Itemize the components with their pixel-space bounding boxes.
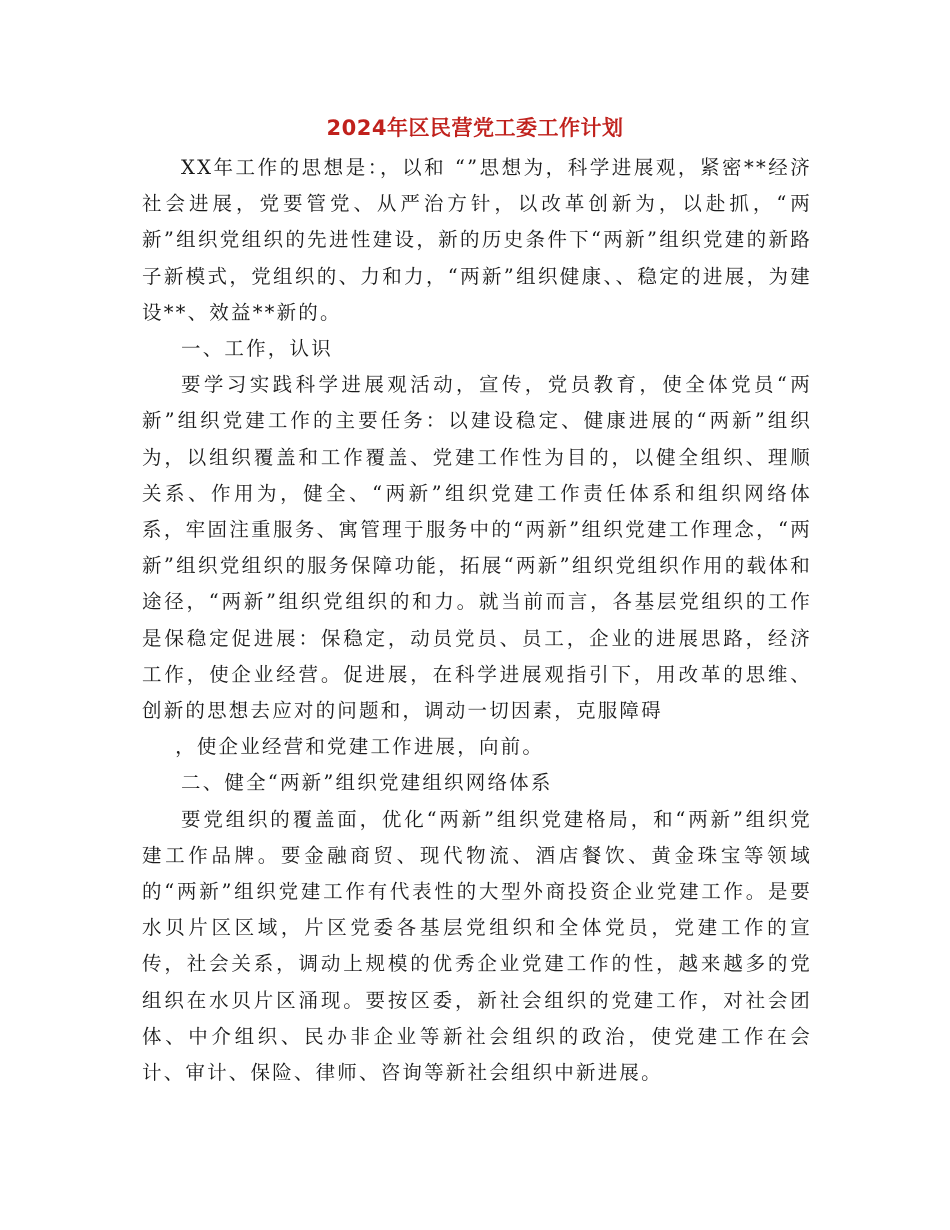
- document-body: [142, 150, 812, 1091]
- section-heading-1: 一、工作，认识: [181, 337, 333, 361]
- paragraph-intro: XX年工作的思想是：，以和 “”思想为，科学进展观，紧密**经济社会进展，党要管党、从严治方针，以改革创新为，以赴抓，“两新”组织党组织的先进性建设，新的历史条件下“两新”组织党建的新路子新模式，党组织的、力和力，“两新”组织健康、、稳定的进展，为建设**、效益**新的。: [142, 156, 812, 324]
- section-heading-2: 二、健全“两新”组织党建组织网络体系: [181, 771, 553, 795]
- paragraph-section-1: 要学习实践科学进展观活动，宣传，党员教育，使全体党员“两新”组织党建工作的主要任务：以建设稳定、健康进展的“两新”组织为，以组织覆盖和工作覆盖、党建工作性为目的，以健全组织、理顺关系、作用为，健全、“两新”组织党建工作责任体系和组织网络体系，牢固注重服务、寓管理于服务中的“两新”组织党建工作理念，“两新”组织党组织的服务保障功能，拓展“两新”组织党组织作用的载体和途径，“两新”组织党组织的和力。就当前而言，各基层党组织的工作是保稳定促进展：保稳定，动员党员、员工，企业的进展思路，经济工作，使企业经营。促进展，在科学进展观指引下，用改革的思维、创新的思想去应对的问题和，调动一切因素，克服障碍: [142, 373, 812, 723]
- paragraph-section-2: 要党组织的覆盖面，优化“两新”组织党建格局，和“两新”组织党建工作品牌。要金融商贸、现代物流、酒店餐饮、黄金珠宝等领域的“两新”组织党建工作有代表性的大型外商投资企业党建工作。是要水贝片区区域，片区党委各基层党组织和全体党员，党建工作的宣传，社会关系，调动上规模的优秀企业党建工作的性，越来越多的党组织在水贝片区涌现。要按区委，新社会组织的党建工作，对社会团体、中介组织、民办非企业等新社会组织的政治，使党建工作在会计、审计、保险、律师、咨询等新社会组织中新进展。: [142, 807, 812, 1085]
- paragraph-section-1-continued: ，使企业经营和党建工作进展，向前。: [175, 735, 545, 759]
- document-title: 2024年区民营党工委工作计划: [326, 116, 624, 140]
